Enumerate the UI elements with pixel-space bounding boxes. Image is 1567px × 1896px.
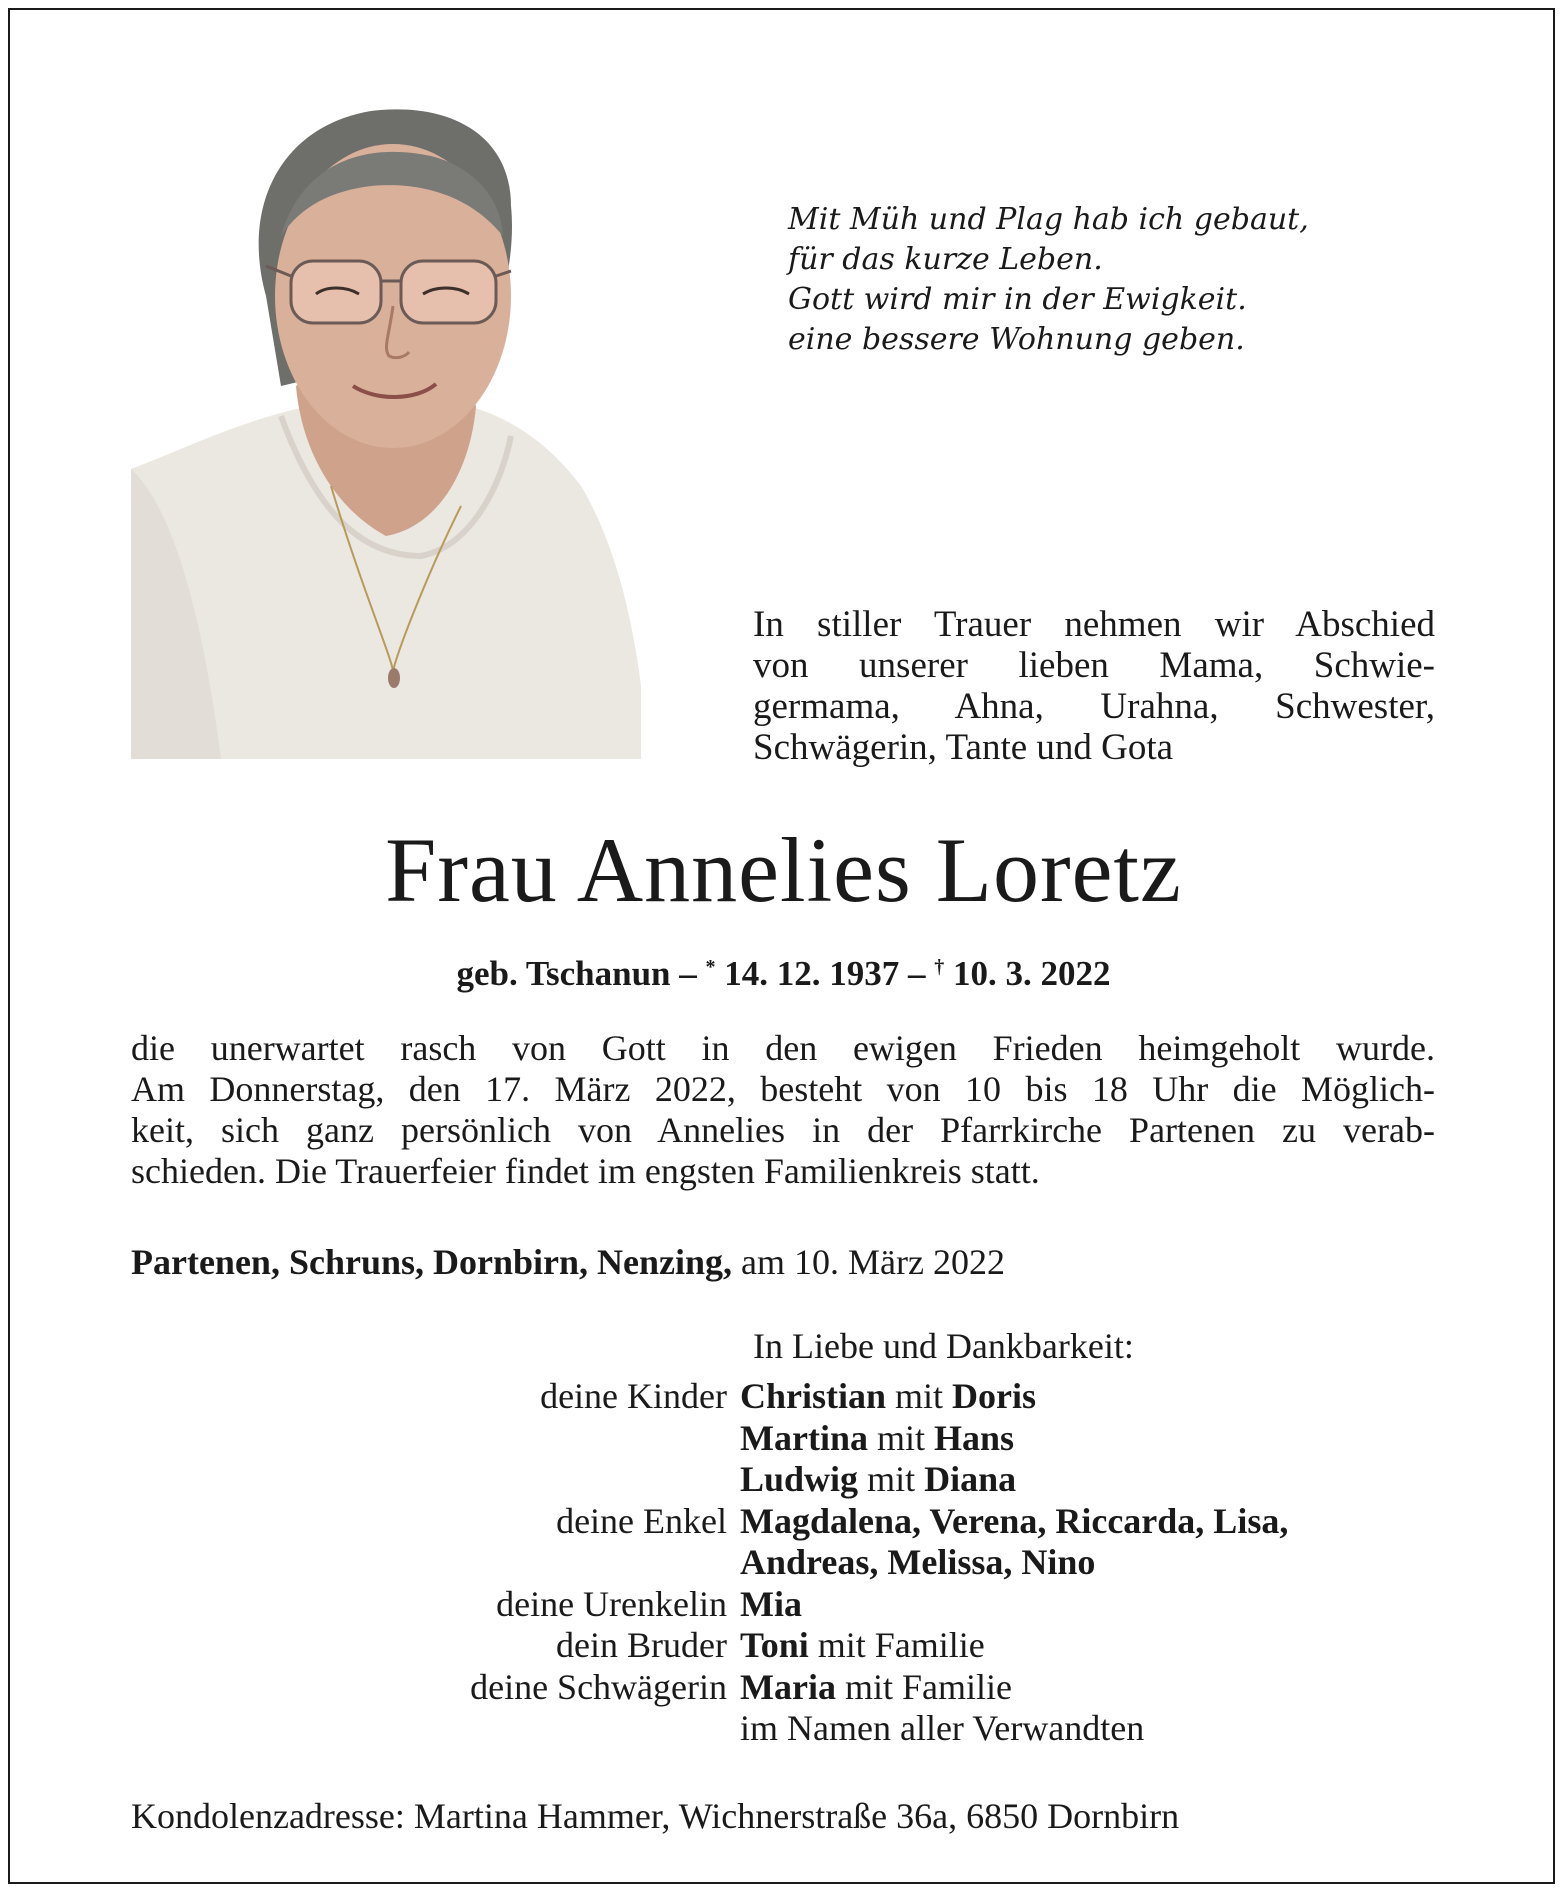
family-row bbox=[131, 1459, 1531, 1501]
relation-label bbox=[131, 1418, 740, 1460]
announcement-line: keit, sich ganz persönlich von Annelies in der Pfarrkirche Partenen zu verab- bbox=[131, 1110, 1435, 1150]
family-row bbox=[131, 1376, 1531, 1418]
relation-label: dein Bruder bbox=[556, 1625, 727, 1665]
dash: – bbox=[908, 954, 926, 993]
family-list bbox=[131, 1376, 1531, 1750]
family-names: Magdalena, Verena, Riccarda, Lisa, bbox=[740, 1500, 1289, 1541]
family-names: Maria mit Familie bbox=[740, 1666, 1012, 1707]
deceased-name: Frau Annelies Loretz bbox=[385, 819, 1182, 921]
announcement-text bbox=[131, 1028, 1435, 1192]
relation-label bbox=[131, 1459, 740, 1501]
thanks-line: In Liebe und Dankbarkeit: bbox=[753, 1326, 1134, 1366]
family-row bbox=[131, 1584, 1531, 1626]
relation-label bbox=[131, 1542, 740, 1584]
verse-line: für das kurze Leben. bbox=[788, 242, 1103, 277]
relation-label bbox=[131, 1708, 740, 1750]
family-names: Toni mit Familie bbox=[740, 1625, 985, 1665]
family-row bbox=[131, 1625, 1531, 1667]
family-row bbox=[131, 1501, 1531, 1543]
relation-label: deine Kinder bbox=[540, 1376, 727, 1416]
family-names: im Namen aller Verwandten bbox=[740, 1708, 1145, 1748]
verse-line: Mit Müh und Plag hab ich gebaut, bbox=[788, 202, 1309, 237]
verse-line: eine bessere Wohnung geben. bbox=[788, 322, 1245, 357]
relation-label: deine Urenkelin bbox=[496, 1583, 727, 1624]
birth-date: 14. 12. 1937 bbox=[724, 954, 900, 993]
family-names: Christian mit Doris bbox=[740, 1376, 1037, 1416]
verse-block bbox=[788, 200, 1448, 360]
relation-label: deine Schwägerin bbox=[470, 1666, 727, 1707]
life-dates bbox=[0, 946, 1567, 995]
death-symbol: † bbox=[934, 956, 945, 978]
family-names: Andreas, Melissa, Nino bbox=[740, 1542, 1096, 1582]
death-date: 10. 3. 2022 bbox=[953, 954, 1111, 993]
mourning-line: Schwägerin, Tante und Gota bbox=[753, 727, 1174, 768]
family-names: Ludwig mit Diana bbox=[740, 1459, 1017, 1499]
family-names: Mia bbox=[740, 1583, 802, 1624]
announcement-line: die unerwartet rasch von Gott in den ewigen Frieden heimgeholt wurde. bbox=[131, 1028, 1435, 1068]
dash: – bbox=[679, 954, 697, 993]
condolence-address: Kondolenzadresse: Martina Hammer, Wichnerstraße 36a, 6850 Dornbirn bbox=[131, 1796, 1180, 1836]
mourning-intro bbox=[753, 604, 1435, 768]
family-row bbox=[131, 1542, 1531, 1584]
family-row bbox=[131, 1667, 1531, 1709]
family-names: Martina mit Hans bbox=[740, 1417, 1015, 1458]
announcement-line: Am Donnerstag, den 17. März 2022, besteht von 10 bis 18 Uhr die Möglich- bbox=[131, 1069, 1435, 1109]
portrait-photo bbox=[131, 86, 641, 759]
mourning-line: In stiller Trauer nehmen wir Abschied bbox=[753, 604, 1435, 645]
family-row bbox=[131, 1708, 1531, 1750]
mourning-line: von unserer lieben Mama, Schwie- bbox=[753, 645, 1435, 686]
verse-line: Gott wird mir in der Ewigkeit. bbox=[788, 282, 1247, 317]
place-date bbox=[131, 1242, 1435, 1283]
birth-name: geb. Tschanun bbox=[456, 954, 671, 993]
relation-label: deine Enkel bbox=[556, 1500, 727, 1541]
birth-symbol: * bbox=[705, 956, 716, 978]
places: Partenen, Schruns, Dornbirn, Nenzing, bbox=[131, 1242, 733, 1282]
family-row bbox=[131, 1418, 1531, 1460]
announcement-date: am 10. März 2022 bbox=[741, 1242, 1005, 1282]
portrait-illustration bbox=[131, 86, 641, 759]
mourning-line: germama, Ahna, Urahna, Schwester, bbox=[753, 686, 1435, 727]
announcement-line: schieden. Die Trauerfeier findet im engsten Familienkreis statt. bbox=[131, 1151, 1040, 1191]
